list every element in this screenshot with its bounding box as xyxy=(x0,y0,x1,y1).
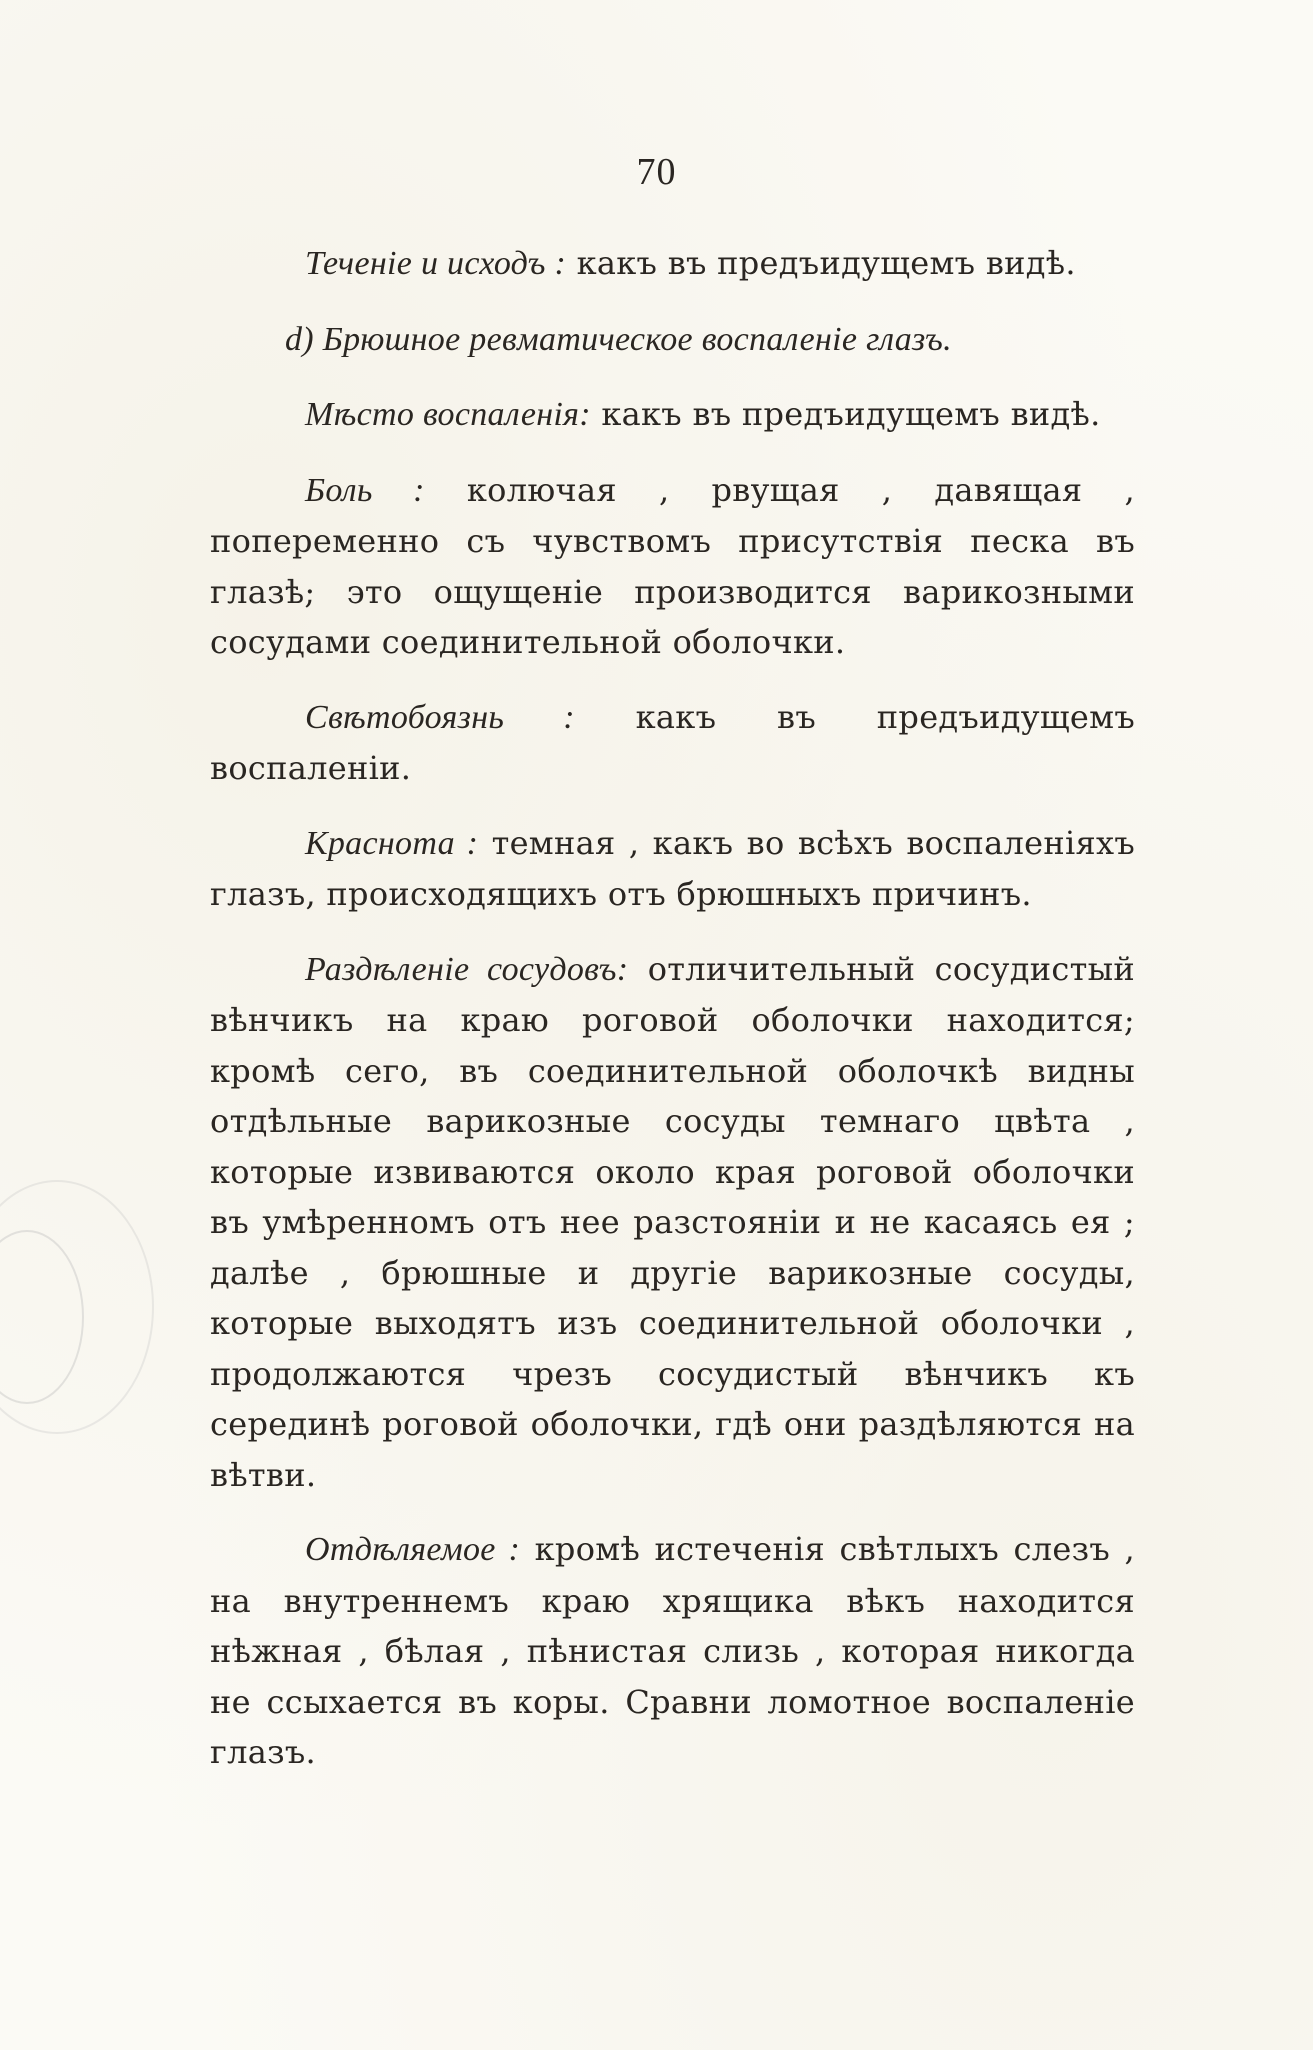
term-text: темная , какъ во всѣхъ воспаленіяхъ глазъ, происходящихъ отъ брюшныхъ причинъ. xyxy=(210,823,1136,913)
term-text: кромѣ истеченія свѣтлыхъ слезъ , на внутреннемъ краю хрящика вѣкъ находится нѣжная , бѣлая , пѣнистая слизь , которая никогда не ссыхается въ коры. Сравни ломотное воспаленіе глазъ. xyxy=(210,1530,1135,1771)
term-label: Раздѣленіе сосудовъ: xyxy=(305,950,629,988)
term-label: Боль : xyxy=(305,471,425,509)
term-text: какъ въ предъидущемъ видѣ. xyxy=(590,395,1101,433)
paragraph-discharge xyxy=(210,1524,1135,1778)
term-label: Краснота : xyxy=(305,824,479,862)
paragraph-photophobia xyxy=(210,692,1135,794)
page-number: 70 xyxy=(636,151,677,193)
term-text: отличительный сосудистый вѣнчикъ на краю роговой оболочки находится; кромѣ сего, въ соединительной оболочкѣ видны отдѣльные варикозные сосуды темнаго цвѣта , которые извиваются около края роговой оболочки въ умѣренномъ отъ нее разстояніи и не касаясь ея ; далѣе , брюшные и другіе варикозные сосуды, которые выходятъ изъ соединительной оболочки , продолжаются чрезъ сосудистый вѣнчикъ къ серединѣ роговой оболочки, гдѣ они раздѣляются на вѣтви. xyxy=(210,949,1135,1494)
paragraph-course-outcome xyxy=(210,238,1135,290)
term-text: какъ въ предъидущемъ воспаленіи. xyxy=(210,697,1135,787)
paragraph-vessels xyxy=(210,944,1135,1501)
paragraph-redness xyxy=(210,818,1135,920)
section-heading xyxy=(210,314,1135,366)
term-label: Мѣсто воспаленія: xyxy=(305,396,591,433)
section-title: d) Брюшное ревматическое воспаленіе глазъ. xyxy=(285,320,952,358)
page-body xyxy=(210,238,1135,1802)
paragraph-location xyxy=(210,389,1135,441)
term-label: Теченіе и исходъ : xyxy=(305,245,567,282)
term-text: какъ въ предъидущемъ видѣ. xyxy=(566,244,1076,282)
term-label: Отдѣляемое : xyxy=(305,1531,521,1568)
term-label: Свѣтобоязнь : xyxy=(305,698,575,736)
paragraph-pain xyxy=(210,465,1135,668)
term-text: колючая , рвущая , давящая , попеременно съ чувствомъ присутствія песка въ глазѣ; это ощущеніе производится варикозными сосудами соединительной оболочки. xyxy=(210,470,1135,661)
